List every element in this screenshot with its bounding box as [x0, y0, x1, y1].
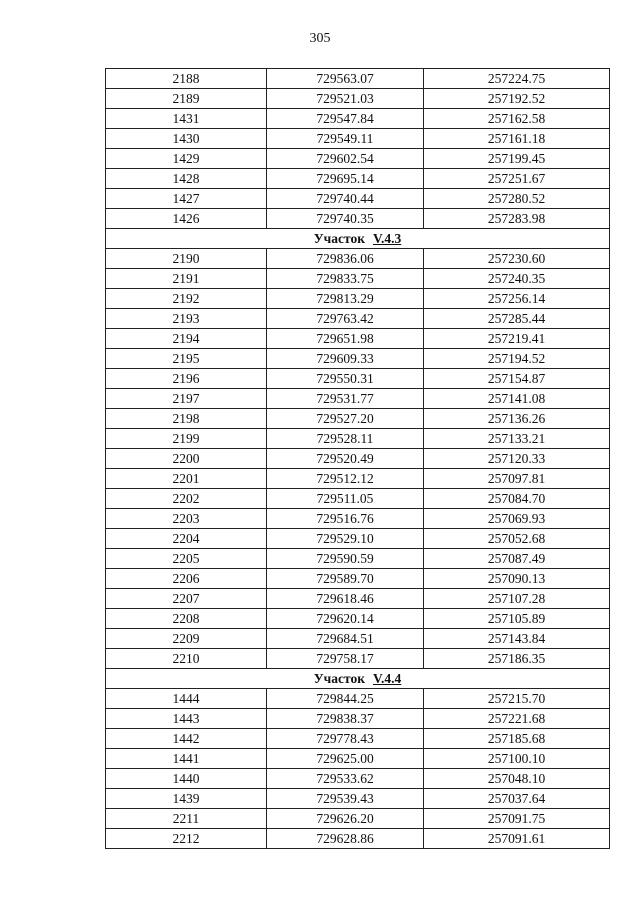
y-coordinate-cell: 257141.08: [424, 389, 610, 409]
x-coordinate-cell: 729763.42: [267, 309, 424, 329]
y-coordinate-cell: 257091.61: [424, 829, 610, 849]
point-number-cell: 2203: [106, 509, 267, 529]
table-row: [106, 649, 610, 669]
x-coordinate-cell: 729626.20: [267, 809, 424, 829]
point-number-cell: 2194: [106, 329, 267, 349]
x-coordinate-cell: 729550.31: [267, 369, 424, 389]
x-coordinate-cell: 729539.43: [267, 789, 424, 809]
y-coordinate-cell: 257230.60: [424, 249, 610, 269]
table-row: [106, 829, 610, 849]
point-number-cell: 2208: [106, 609, 267, 629]
table-row: [106, 509, 610, 529]
y-coordinate-cell: 257224.75: [424, 69, 610, 89]
x-coordinate-cell: 729625.00: [267, 749, 424, 769]
point-number-cell: 1439: [106, 789, 267, 809]
y-coordinate-cell: 257037.64: [424, 789, 610, 809]
y-coordinate-cell: 257192.52: [424, 89, 610, 109]
table-row: [106, 449, 610, 469]
point-number-cell: 1426: [106, 209, 267, 229]
table-row: [106, 549, 610, 569]
x-coordinate-cell: 729695.14: [267, 169, 424, 189]
x-coordinate-cell: 729590.59: [267, 549, 424, 569]
y-coordinate-cell: 257120.33: [424, 449, 610, 469]
table-row: [106, 529, 610, 549]
table-row: [106, 129, 610, 149]
x-coordinate-cell: 729547.84: [267, 109, 424, 129]
point-number-cell: 2200: [106, 449, 267, 469]
y-coordinate-cell: 257199.45: [424, 149, 610, 169]
table-row: [106, 89, 610, 109]
y-coordinate-cell: 257161.18: [424, 129, 610, 149]
table-row: [106, 729, 610, 749]
y-coordinate-cell: 257105.89: [424, 609, 610, 629]
table-row: [106, 369, 610, 389]
point-number-cell: 1431: [106, 109, 267, 129]
point-number-cell: 2195: [106, 349, 267, 369]
point-number-cell: 2204: [106, 529, 267, 549]
point-number-cell: 2209: [106, 629, 267, 649]
table-row: [106, 189, 610, 209]
x-coordinate-cell: 729758.17: [267, 649, 424, 669]
point-number-cell: 1444: [106, 689, 267, 709]
table-row: [106, 249, 610, 269]
point-number-cell: 2197: [106, 389, 267, 409]
y-coordinate-cell: 257219.41: [424, 329, 610, 349]
y-coordinate-cell: 257186.35: [424, 649, 610, 669]
y-coordinate-cell: 257087.49: [424, 549, 610, 569]
table-row: [106, 609, 610, 629]
x-coordinate-cell: 729628.86: [267, 829, 424, 849]
section-label: Участок: [313, 231, 365, 246]
table-row: [106, 749, 610, 769]
point-number-cell: 1443: [106, 709, 267, 729]
x-coordinate-cell: 729620.14: [267, 609, 424, 629]
point-number-cell: 2211: [106, 809, 267, 829]
y-coordinate-cell: 257240.35: [424, 269, 610, 289]
table-row: [106, 789, 610, 809]
point-number-cell: 2205: [106, 549, 267, 569]
x-coordinate-cell: 729563.07: [267, 69, 424, 89]
table-row: [106, 309, 610, 329]
y-coordinate-cell: 257097.81: [424, 469, 610, 489]
x-coordinate-cell: 729813.29: [267, 289, 424, 309]
y-coordinate-cell: 257052.68: [424, 529, 610, 549]
coordinates-table: [105, 68, 610, 849]
table-row: [106, 489, 610, 509]
x-coordinate-cell: 729844.25: [267, 689, 424, 709]
point-number-cell: 2193: [106, 309, 267, 329]
x-coordinate-cell: 729531.77: [267, 389, 424, 409]
point-number-cell: 1440: [106, 769, 267, 789]
x-coordinate-cell: 729533.62: [267, 769, 424, 789]
point-number-cell: 2188: [106, 69, 267, 89]
point-number-cell: 2212: [106, 829, 267, 849]
table-row: [106, 169, 610, 189]
table-row: [106, 689, 610, 709]
point-number-cell: 1427: [106, 189, 267, 209]
point-number-cell: 2202: [106, 489, 267, 509]
point-number-cell: 2199: [106, 429, 267, 449]
point-number-cell: 2189: [106, 89, 267, 109]
table-row: [106, 569, 610, 589]
table-row: [106, 389, 610, 409]
x-coordinate-cell: 729778.43: [267, 729, 424, 749]
x-coordinate-cell: 729602.54: [267, 149, 424, 169]
y-coordinate-cell: 257154.87: [424, 369, 610, 389]
x-coordinate-cell: 729651.98: [267, 329, 424, 349]
y-coordinate-cell: 257162.58: [424, 109, 610, 129]
x-coordinate-cell: 729684.51: [267, 629, 424, 649]
table-row: [106, 329, 610, 349]
point-number-cell: 1428: [106, 169, 267, 189]
point-number-cell: 2210: [106, 649, 267, 669]
point-number-cell: 1430: [106, 129, 267, 149]
table-row: [106, 629, 610, 649]
y-coordinate-cell: 257090.13: [424, 569, 610, 589]
x-coordinate-cell: 729511.05: [267, 489, 424, 509]
x-coordinate-cell: 729589.70: [267, 569, 424, 589]
section-row: [106, 229, 610, 249]
y-coordinate-cell: 257143.84: [424, 629, 610, 649]
section-heading: [106, 669, 610, 689]
point-number-cell: 2198: [106, 409, 267, 429]
x-coordinate-cell: 729549.11: [267, 129, 424, 149]
x-coordinate-cell: 729527.20: [267, 409, 424, 429]
y-coordinate-cell: 257133.21: [424, 429, 610, 449]
table-row: [106, 149, 610, 169]
x-coordinate-cell: 729529.10: [267, 529, 424, 549]
x-coordinate-cell: 729512.12: [267, 469, 424, 489]
point-number-cell: 1441: [106, 749, 267, 769]
x-coordinate-cell: 729618.46: [267, 589, 424, 609]
x-coordinate-cell: 729516.76: [267, 509, 424, 529]
y-coordinate-cell: 257215.70: [424, 689, 610, 709]
x-coordinate-cell: 729740.35: [267, 209, 424, 229]
x-coordinate-cell: 729833.75: [267, 269, 424, 289]
y-coordinate-cell: 257194.52: [424, 349, 610, 369]
y-coordinate-cell: 257285.44: [424, 309, 610, 329]
section-code: V.4.4: [372, 671, 402, 686]
point-number-cell: 2207: [106, 589, 267, 609]
point-number-cell: 1442: [106, 729, 267, 749]
section-code: V.4.3: [372, 231, 402, 246]
y-coordinate-cell: 257069.93: [424, 509, 610, 529]
section-heading: [106, 229, 610, 249]
page-number: 305: [309, 31, 331, 46]
point-number-cell: 2201: [106, 469, 267, 489]
table-row: [106, 769, 610, 789]
table-row: [106, 109, 610, 129]
table-row: [106, 289, 610, 309]
y-coordinate-cell: 257221.68: [424, 709, 610, 729]
coordinates-table-body: [106, 69, 610, 849]
point-number-cell: 2196: [106, 369, 267, 389]
point-number-cell: 2191: [106, 269, 267, 289]
table-row: [106, 589, 610, 609]
table-row: [106, 349, 610, 369]
y-coordinate-cell: 257283.98: [424, 209, 610, 229]
y-coordinate-cell: 257280.52: [424, 189, 610, 209]
section-row: [106, 669, 610, 689]
y-coordinate-cell: 257256.14: [424, 289, 610, 309]
point-number-cell: 1429: [106, 149, 267, 169]
x-coordinate-cell: 729528.11: [267, 429, 424, 449]
y-coordinate-cell: 257251.67: [424, 169, 610, 189]
y-coordinate-cell: 257084.70: [424, 489, 610, 509]
x-coordinate-cell: 729836.06: [267, 249, 424, 269]
table-row: [106, 409, 610, 429]
section-label: Участок: [313, 671, 365, 686]
table-row: [106, 429, 610, 449]
y-coordinate-cell: 257185.68: [424, 729, 610, 749]
x-coordinate-cell: 729521.03: [267, 89, 424, 109]
table-row: [106, 269, 610, 289]
point-number-cell: 2206: [106, 569, 267, 589]
y-coordinate-cell: 257107.28: [424, 589, 610, 609]
y-coordinate-cell: 257048.10: [424, 769, 610, 789]
table-row: [106, 469, 610, 489]
table-row: [106, 809, 610, 829]
table-row: [106, 209, 610, 229]
table-row: [106, 69, 610, 89]
x-coordinate-cell: 729609.33: [267, 349, 424, 369]
y-coordinate-cell: 257100.10: [424, 749, 610, 769]
x-coordinate-cell: 729740.44: [267, 189, 424, 209]
y-coordinate-cell: 257136.26: [424, 409, 610, 429]
point-number-cell: 2190: [106, 249, 267, 269]
y-coordinate-cell: 257091.75: [424, 809, 610, 829]
x-coordinate-cell: 729520.49: [267, 449, 424, 469]
table-row: [106, 709, 610, 729]
x-coordinate-cell: 729838.37: [267, 709, 424, 729]
point-number-cell: 2192: [106, 289, 267, 309]
